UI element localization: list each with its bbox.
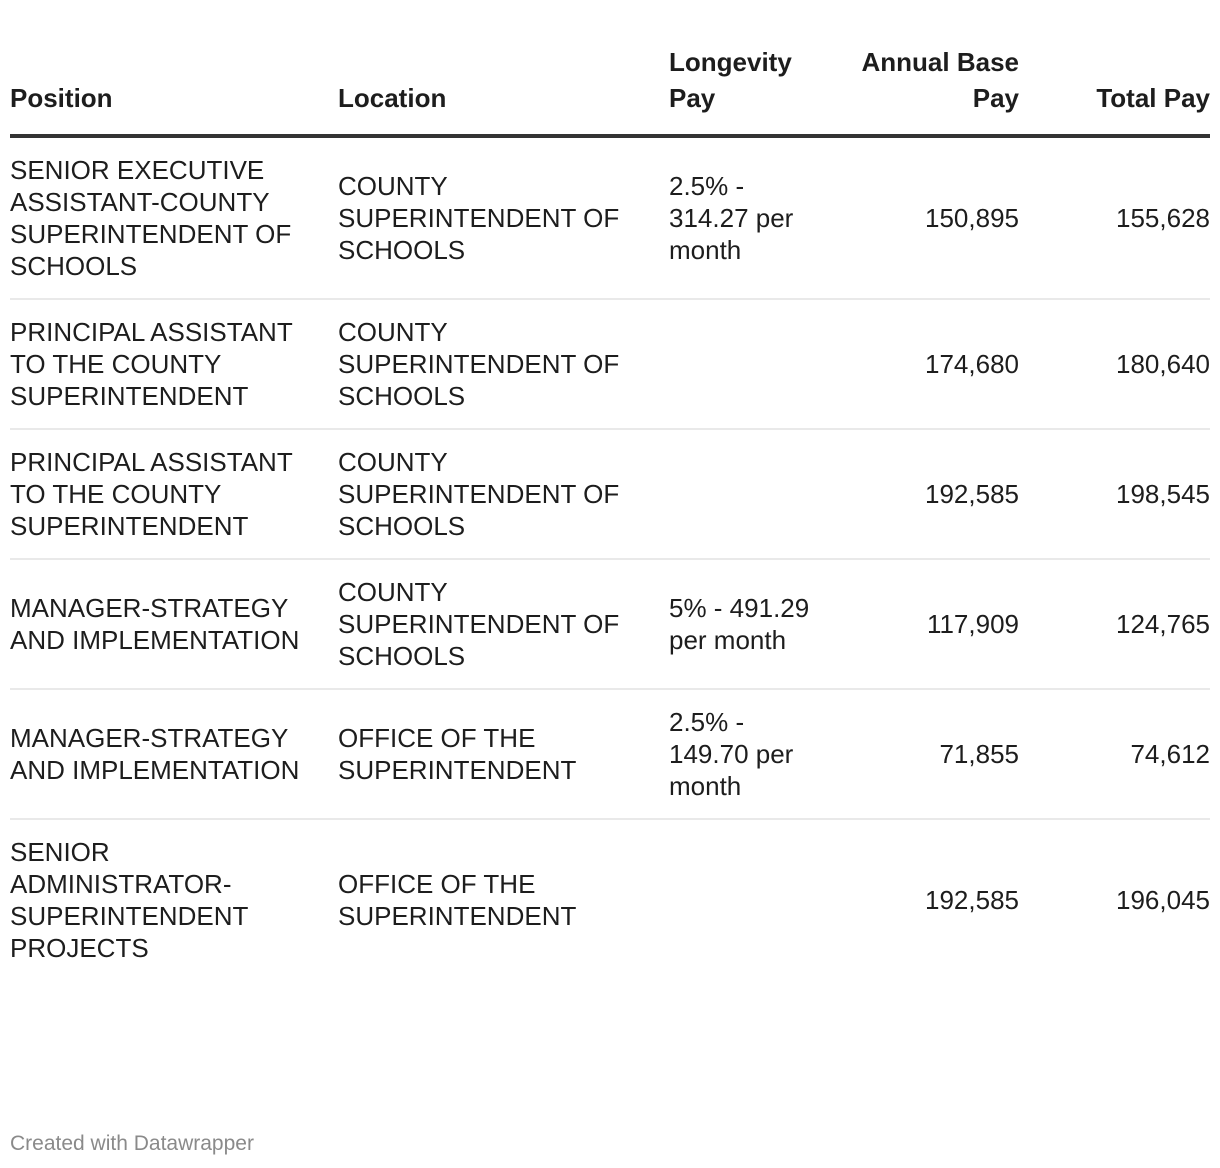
cell-annual-base-pay: 71,855 bbox=[939, 739, 1019, 769]
cell-annual-base-pay: 150,895 bbox=[925, 203, 1019, 233]
header-location[interactable]: Location bbox=[338, 83, 447, 113]
table-row bbox=[10, 300, 1210, 430]
table-row bbox=[10, 138, 1210, 300]
datawrapper-credit[interactable]: Created with Datawrapper bbox=[10, 1132, 254, 1155]
header-total-pay[interactable]: Total Pay bbox=[1096, 83, 1210, 113]
cell-location: OFFICE OF THE SUPERINTENDENT bbox=[338, 723, 577, 785]
cell-total-pay: 74,612 bbox=[1130, 739, 1210, 769]
cell-location: COUNTY SUPERINTENDENT OF SCHOOLS bbox=[338, 447, 620, 541]
cell-total-pay: 155,628 bbox=[1116, 203, 1210, 233]
cell-total-pay: 196,045 bbox=[1116, 885, 1210, 915]
cell-total-pay: 124,765 bbox=[1116, 609, 1210, 639]
cell-annual-base-pay: 117,909 bbox=[926, 609, 1019, 639]
table-row bbox=[10, 690, 1210, 820]
cell-total-pay: 198,545 bbox=[1116, 479, 1210, 509]
table-header bbox=[10, 44, 1210, 138]
cell-location: COUNTY SUPERINTENDENT OF SCHOOLS bbox=[338, 577, 620, 671]
cell-annual-base-pay: 192,585 bbox=[925, 479, 1019, 509]
cell-position: PRINCIPAL ASSISTANT TO THE COUNTY SUPERINTENDENT bbox=[10, 447, 293, 541]
header-longevity-pay[interactable]: Longevity Pay bbox=[669, 47, 792, 113]
cell-total-pay: 180,640 bbox=[1116, 349, 1210, 379]
cell-location: COUNTY SUPERINTENDENT OF SCHOOLS bbox=[338, 317, 620, 411]
header-position[interactable]: Position bbox=[10, 83, 113, 113]
table-body bbox=[10, 138, 1210, 980]
cell-position: PRINCIPAL ASSISTANT TO THE COUNTY SUPERINTENDENT bbox=[10, 317, 293, 411]
cell-position: SENIOR ADMINISTRATOR-SUPERINTENDENT PROJECTS bbox=[10, 837, 248, 963]
table-row bbox=[10, 430, 1210, 560]
cell-longevity-pay: 2.5% - 314.27 per month bbox=[669, 171, 794, 265]
table-row bbox=[10, 820, 1210, 980]
header-annual-base-pay[interactable]: Annual Base Pay bbox=[861, 47, 1019, 113]
cell-position: SENIOR EXECUTIVE ASSISTANT-COUNTY SUPERINTENDENT OF SCHOOLS bbox=[10, 155, 292, 281]
cell-annual-base-pay: 174,680 bbox=[925, 349, 1019, 379]
cell-longevity-pay: 2.5% - 149.70 per month bbox=[669, 707, 794, 801]
cell-position: MANAGER-STRATEGY AND IMPLEMENTATION bbox=[10, 723, 300, 785]
cell-position: MANAGER-STRATEGY AND IMPLEMENTATION bbox=[10, 593, 300, 655]
pay-table bbox=[10, 44, 1210, 980]
cell-location: COUNTY SUPERINTENDENT OF SCHOOLS bbox=[338, 171, 620, 265]
cell-annual-base-pay: 192,585 bbox=[925, 885, 1019, 915]
cell-location: OFFICE OF THE SUPERINTENDENT bbox=[338, 869, 577, 931]
cell-longevity-pay: 5% - 491.29 per month bbox=[669, 593, 810, 655]
table-row bbox=[10, 560, 1210, 690]
